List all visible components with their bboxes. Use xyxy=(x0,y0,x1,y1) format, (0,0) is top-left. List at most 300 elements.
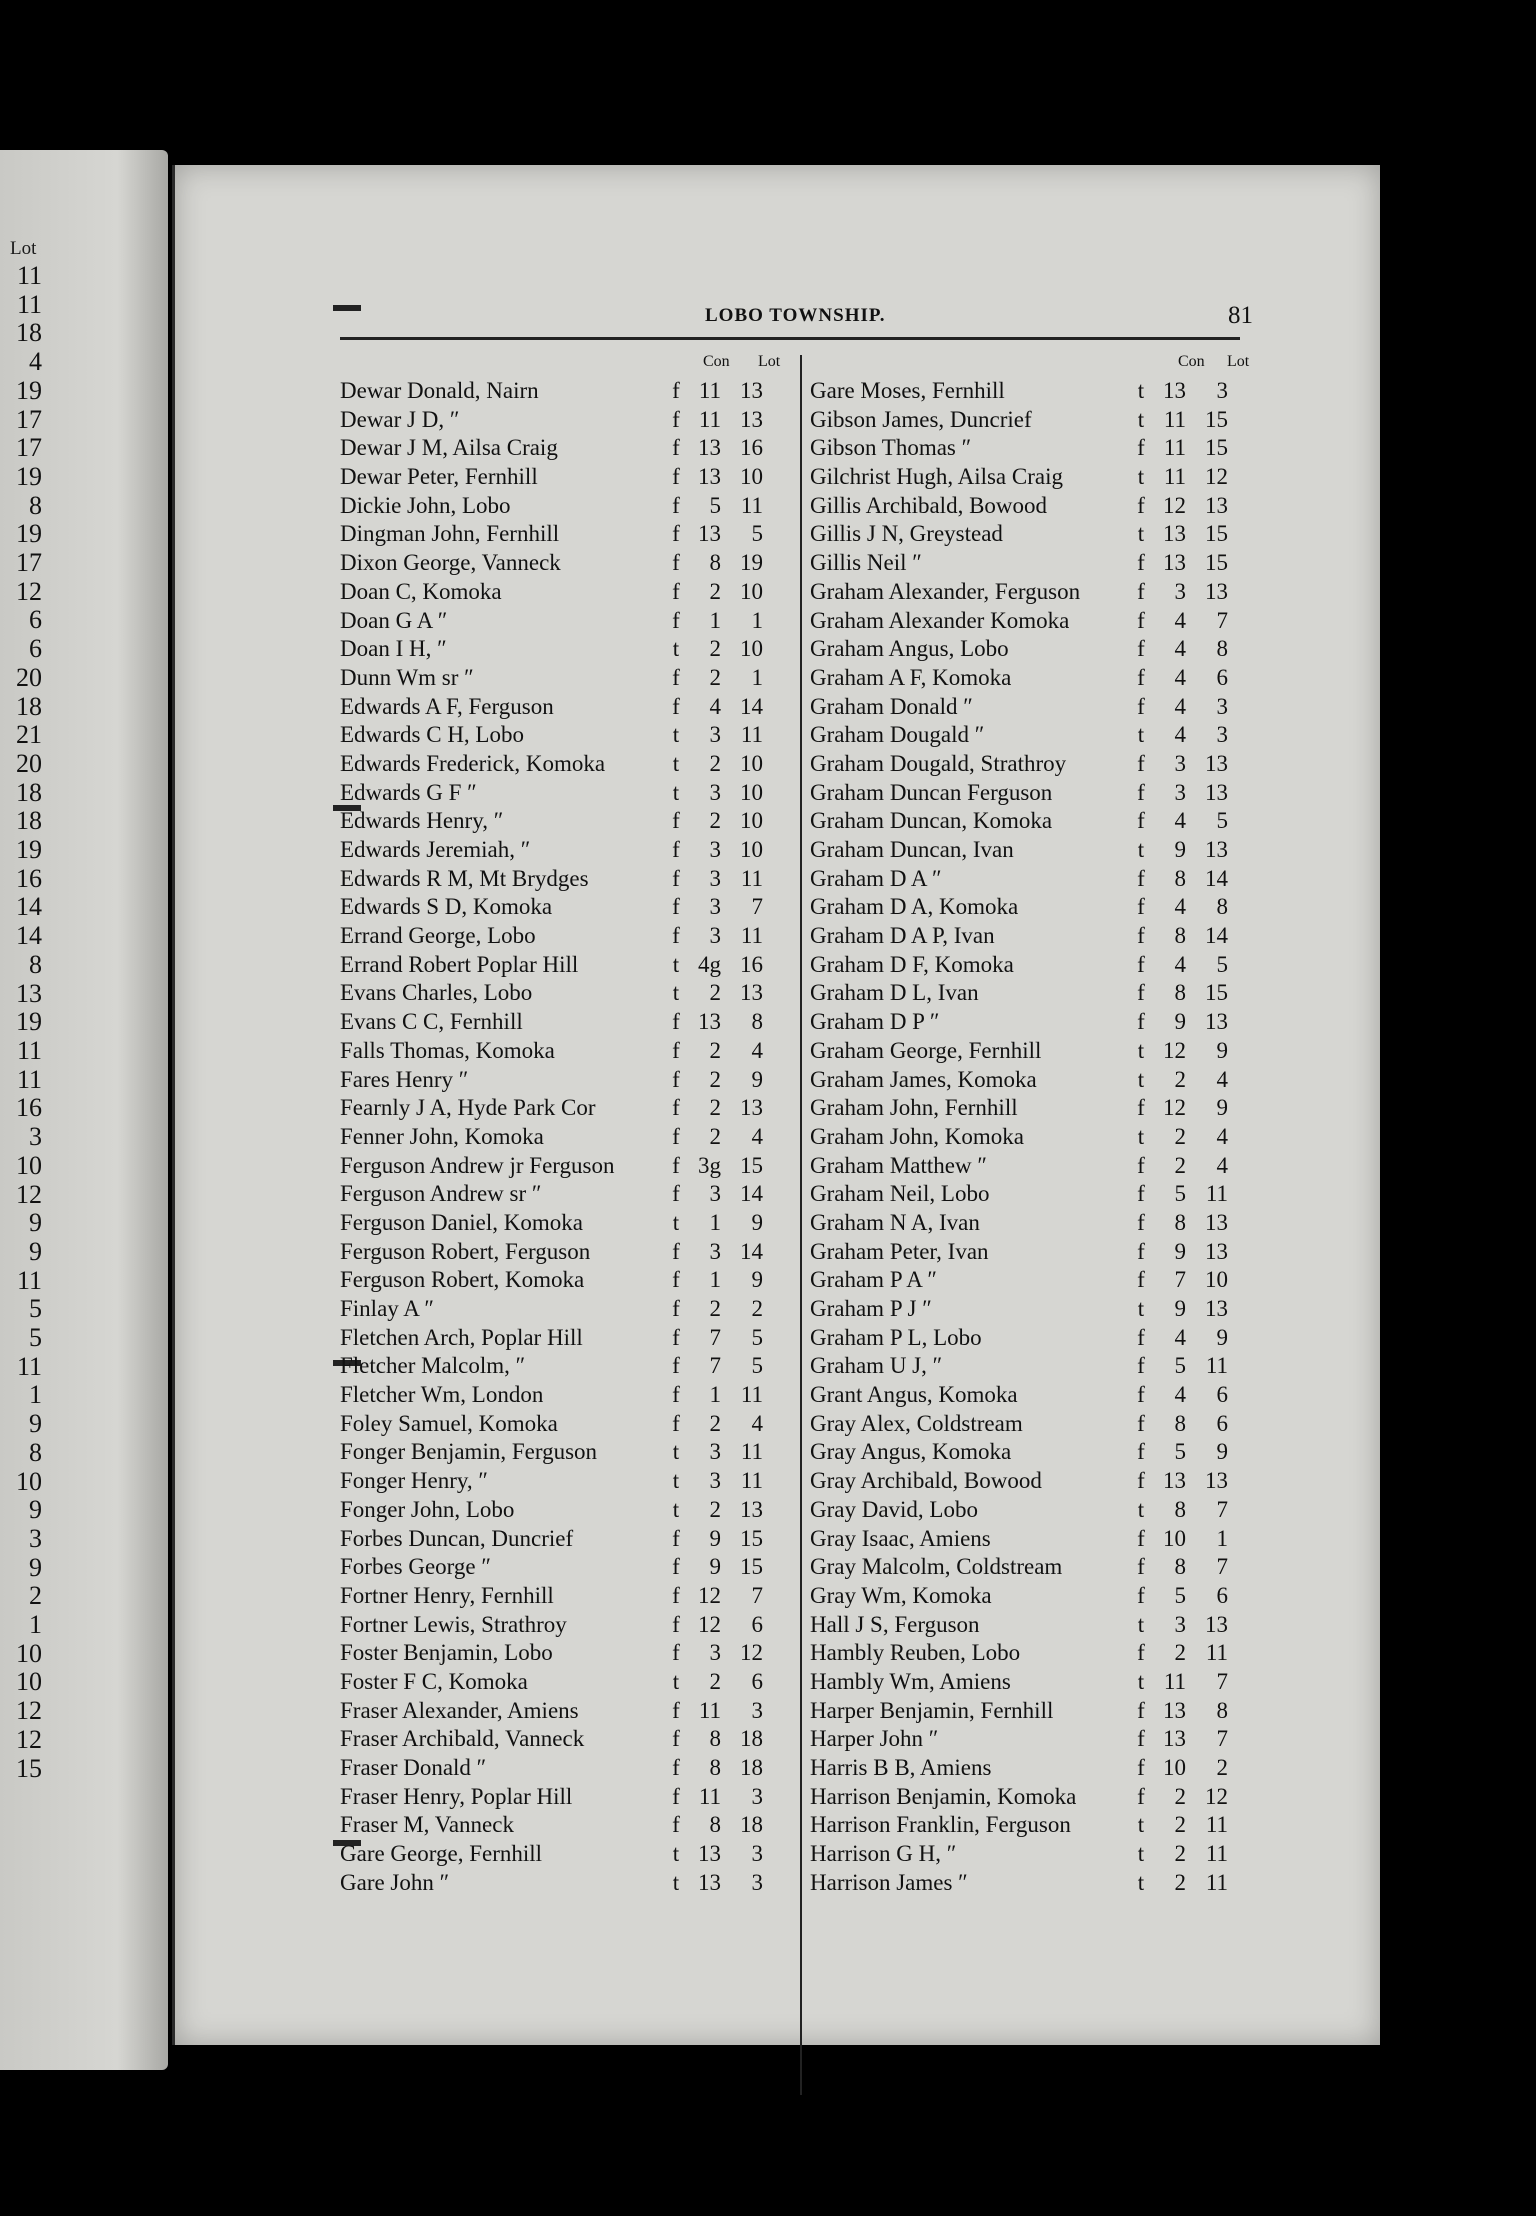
entry-name: Gillis Archibald, Bowood xyxy=(810,492,1048,518)
entry-tenure: t xyxy=(1137,1841,1145,1867)
entry-name: Finlay A ″ xyxy=(340,1296,434,1321)
entry-name: Fraser Donald ″ xyxy=(340,1755,487,1780)
left-page-lot: 8 xyxy=(29,490,42,520)
directory-entry xyxy=(340,1094,800,1123)
entry-name: Graham A F, Komoka xyxy=(810,664,1012,690)
entry-lot: 9 xyxy=(1216,1095,1228,1121)
entry-concession: 2 xyxy=(709,664,721,690)
entry-concession: 9 xyxy=(1174,1296,1186,1321)
entry-concession: 5 xyxy=(709,492,721,518)
entry-tenure: f xyxy=(1137,664,1145,690)
entry-concession: 13 xyxy=(1163,550,1186,576)
entry-lot: 14 xyxy=(1205,923,1228,949)
entry-lot: 4 xyxy=(1216,1123,1228,1149)
entry-concession: 8 xyxy=(1174,923,1186,949)
entry-lot: 14 xyxy=(740,693,763,719)
left-page-lot: 9 xyxy=(29,1409,42,1439)
directory-entry xyxy=(340,578,800,607)
entry-name: Graham Dougald ″ xyxy=(810,722,985,748)
left-page-lot: 19 xyxy=(16,519,42,549)
entry-tenure: f xyxy=(672,1037,680,1063)
left-page-lot: 9 xyxy=(29,1552,42,1582)
entry-name: Graham D L, Ivan xyxy=(810,980,979,1006)
entry-tenure: t xyxy=(1137,1037,1145,1063)
entry-name: Gray Angus, Komoka xyxy=(810,1439,1012,1465)
entry-tenure: f xyxy=(1137,980,1145,1006)
left-page-lot: 1 xyxy=(29,1380,42,1410)
entry-concession: 1 xyxy=(709,1209,721,1235)
entry-lot: 13 xyxy=(1205,578,1228,604)
directory-entry xyxy=(810,807,1250,836)
entry-name: Graham Duncan, Ivan xyxy=(810,837,1014,862)
entry-lot: 9 xyxy=(751,1267,763,1293)
entry-name: Graham P J ″ xyxy=(810,1296,932,1321)
entry-lot: 7 xyxy=(751,1582,763,1608)
entry-lot: 11 xyxy=(1205,1841,1228,1867)
entry-name: Graham George, Fernhill xyxy=(810,1037,1042,1063)
entry-name: Foley Samuel, Komoka xyxy=(340,1410,558,1436)
entry-concession: 4 xyxy=(709,693,721,719)
left-page-lot: 11 xyxy=(16,289,42,319)
entry-lot: 13 xyxy=(1205,492,1228,518)
entry-lot: 15 xyxy=(740,1554,763,1580)
entry-lot: 1 xyxy=(1216,1525,1228,1551)
entry-concession: 2 xyxy=(709,1410,721,1436)
directory-entry xyxy=(340,1324,800,1353)
directory-entry xyxy=(810,779,1250,808)
entry-tenure: f xyxy=(672,1640,680,1666)
directory-entry xyxy=(340,607,800,636)
entry-lot: 3 xyxy=(1216,722,1228,748)
entry-name: Harper Benjamin, Fernhill xyxy=(810,1697,1054,1723)
entry-lot: 13 xyxy=(1205,1209,1228,1235)
entry-lot: 13 xyxy=(1205,779,1228,805)
entry-concession: 2 xyxy=(709,750,721,776)
entry-name: Graham Alexander Komoka xyxy=(810,607,1070,633)
directory-entry xyxy=(340,1553,800,1582)
entry-name: Foster F C, Komoka xyxy=(340,1668,528,1694)
entry-concession: 2 xyxy=(709,1066,721,1092)
entry-tenure: f xyxy=(1137,1009,1145,1035)
entry-tenure: t xyxy=(672,980,680,1006)
entry-name: Dixon George, Vanneck xyxy=(340,550,561,576)
entry-lot: 14 xyxy=(1205,865,1228,891)
entry-concession: 1 xyxy=(709,1382,721,1408)
entry-concession: 13 xyxy=(1163,1697,1186,1723)
entry-lot: 6 xyxy=(1216,1410,1228,1436)
entry-tenure: f xyxy=(1137,693,1145,719)
entry-concession: 8 xyxy=(709,1755,721,1780)
entry-lot: 1 xyxy=(751,607,763,633)
entry-tenure: f xyxy=(672,1152,680,1178)
entry-lot: 6 xyxy=(1216,664,1228,690)
directory-entry xyxy=(810,406,1250,435)
entry-tenure: f xyxy=(672,1009,680,1035)
entry-lot: 10 xyxy=(740,636,763,662)
directory-entry xyxy=(810,1066,1250,1095)
left-page-lot: 19 xyxy=(16,1007,42,1037)
entry-tenure: f xyxy=(1137,1755,1145,1780)
directory-entry xyxy=(340,406,800,435)
left-page-lot: 5 xyxy=(29,1294,42,1324)
entry-name: Gray Wm, Komoka xyxy=(810,1582,992,1608)
entry-concession: 8 xyxy=(1174,865,1186,891)
entry-concession: 13 xyxy=(698,1009,721,1035)
entry-name: Hall J S, Ferguson xyxy=(810,1611,980,1637)
directory-entry xyxy=(810,1238,1250,1267)
entry-name: Gibson James, Duncrief xyxy=(810,406,1032,432)
entry-lot: 4 xyxy=(1216,1066,1228,1092)
entry-lot: 10 xyxy=(1205,1267,1228,1293)
entry-name: Edwards Frederick, Komoka xyxy=(340,750,606,776)
directory-entry xyxy=(810,1180,1250,1209)
directory-entry xyxy=(340,549,800,578)
entry-name: Graham D P ″ xyxy=(810,1009,940,1035)
entry-tenure: t xyxy=(1137,1123,1145,1149)
entry-name: Gibson Thomas ″ xyxy=(810,435,972,461)
entry-concession: 3 xyxy=(709,722,721,748)
entry-lot: 7 xyxy=(1216,1668,1228,1694)
entry-concession: 8 xyxy=(709,550,721,576)
entry-concession: 12 xyxy=(1163,1037,1186,1063)
directory-entry xyxy=(810,664,1250,693)
left-page-lot: 10 xyxy=(16,1638,42,1668)
entry-concession: 2 xyxy=(709,1123,721,1149)
left-page-lot: 18 xyxy=(16,318,42,348)
entry-lot: 9 xyxy=(1216,1037,1228,1063)
entry-tenure: f xyxy=(672,550,680,576)
entry-tenure: t xyxy=(672,1468,680,1494)
entry-tenure: t xyxy=(1137,464,1145,490)
entry-concession: 9 xyxy=(709,1554,721,1580)
directory-entry xyxy=(340,1525,800,1554)
left-page-lot: 6 xyxy=(29,634,42,664)
entry-concession: 2 xyxy=(1174,1152,1186,1178)
entry-name: Graham John, Fernhill xyxy=(810,1095,1018,1121)
entry-tenure: f xyxy=(1137,607,1145,633)
entry-tenure: f xyxy=(672,1525,680,1551)
entry-name: Grant Angus, Komoka xyxy=(810,1382,1018,1408)
entry-tenure: f xyxy=(1137,1410,1145,1436)
entry-tenure: f xyxy=(672,693,680,719)
entry-lot: 8 xyxy=(1216,636,1228,662)
directory-entry xyxy=(810,492,1250,521)
directory-entry xyxy=(810,1639,1250,1668)
right-con-header: Con xyxy=(1178,353,1205,370)
entry-name: Foster Benjamin, Lobo xyxy=(340,1640,553,1666)
entry-tenure: f xyxy=(1137,894,1145,920)
entry-name: Graham U J, ″ xyxy=(810,1353,943,1379)
entry-concession: 3 xyxy=(709,894,721,920)
entry-name: Edwards S D, Komoka xyxy=(340,894,553,920)
entry-lot: 13 xyxy=(740,980,763,1006)
directory-entry xyxy=(810,693,1250,722)
entry-concession: 4 xyxy=(1174,951,1186,977)
entry-tenure: f xyxy=(1137,1181,1145,1207)
entry-concession: 3 xyxy=(1174,578,1186,604)
entry-concession: 12 xyxy=(698,1611,721,1637)
entry-concession: 2 xyxy=(709,636,721,662)
entry-concession: 7 xyxy=(1174,1267,1186,1293)
entry-tenure: f xyxy=(672,464,680,490)
entry-tenure: f xyxy=(672,1726,680,1752)
entry-tenure: t xyxy=(1137,1496,1145,1522)
entry-name: Edwards G F ″ xyxy=(340,779,477,805)
entry-concession: 4 xyxy=(1174,722,1186,748)
entry-tenure: f xyxy=(1137,1726,1145,1752)
entry-tenure: f xyxy=(672,1095,680,1121)
entry-name: Ferguson Andrew jr Ferguson xyxy=(340,1152,615,1178)
entry-concession: 9 xyxy=(1174,1009,1186,1035)
entry-lot: 16 xyxy=(740,435,763,461)
entry-name: Gray Malcolm, Coldstream xyxy=(810,1554,1063,1580)
directory-entry xyxy=(810,607,1250,636)
left-page-lot: 9 xyxy=(29,1208,42,1238)
entry-concession: 4 xyxy=(1174,808,1186,834)
directory-entry xyxy=(810,1553,1250,1582)
directory-entry xyxy=(810,951,1250,980)
directory-entry xyxy=(810,1324,1250,1353)
directory-entry xyxy=(810,1525,1250,1554)
directory-entry xyxy=(340,1668,800,1697)
entry-lot: 15 xyxy=(1205,406,1228,432)
entry-tenure: t xyxy=(1137,406,1145,432)
entry-tenure: t xyxy=(672,722,680,748)
directory-entry xyxy=(810,549,1250,578)
entry-concession: 7 xyxy=(709,1324,721,1350)
entry-concession: 11 xyxy=(698,378,721,403)
left-page-lot: 10 xyxy=(16,1667,42,1697)
entry-concession: 2 xyxy=(1174,1640,1186,1666)
directory-entry xyxy=(810,1697,1250,1726)
entry-tenure: t xyxy=(672,1841,680,1867)
entry-lot: 5 xyxy=(751,521,763,547)
directory-entry xyxy=(340,1209,800,1238)
entry-lot: 9 xyxy=(751,1066,763,1092)
entry-name: Ferguson Andrew sr ″ xyxy=(340,1181,542,1207)
left-page-lot: 1 xyxy=(29,1610,42,1640)
entry-concession: 1 xyxy=(709,607,721,633)
entry-tenure: f xyxy=(672,1382,680,1408)
entry-lot: 14 xyxy=(740,1238,763,1264)
entry-tenure: t xyxy=(672,1668,680,1694)
entry-tenure: t xyxy=(672,636,680,662)
entry-concession: 3g xyxy=(698,1152,721,1178)
left-page-lot: 19 xyxy=(16,375,42,405)
entry-concession: 13 xyxy=(698,435,721,461)
entry-lot: 11 xyxy=(740,1468,763,1494)
entry-tenure: f xyxy=(1137,1640,1145,1666)
entry-name: Harrison Franklin, Ferguson xyxy=(810,1812,1071,1838)
entry-concession: 13 xyxy=(1163,521,1186,547)
entry-lot: 8 xyxy=(751,1009,763,1035)
directory-entry xyxy=(810,1410,1250,1439)
left-page-lot: 16 xyxy=(16,863,42,893)
directory-entry xyxy=(810,750,1250,779)
entry-lot: 11 xyxy=(1205,1353,1228,1379)
entry-tenure: f xyxy=(1137,1554,1145,1580)
entry-lot: 3 xyxy=(751,1783,763,1809)
entry-tenure: f xyxy=(672,1296,680,1321)
directory-entry xyxy=(810,377,1250,406)
entry-concession: 12 xyxy=(698,1582,721,1608)
entry-name: Forbes Duncan, Duncrief xyxy=(340,1525,574,1551)
entry-name: Fletcher Wm, London xyxy=(340,1382,544,1408)
right-entry-column xyxy=(810,377,1250,1897)
entry-lot: 10 xyxy=(740,750,763,776)
entry-lot: 9 xyxy=(1216,1324,1228,1350)
directory-entry xyxy=(810,1582,1250,1611)
left-page-lot: 3 xyxy=(29,1523,42,1553)
entry-lot: 7 xyxy=(1216,1726,1228,1752)
entry-name: Graham Peter, Ivan xyxy=(810,1238,989,1264)
left-page-lot: 12 xyxy=(16,576,42,606)
entry-name: Dickie John, Lobo xyxy=(340,492,511,518)
entry-name: Graham John, Komoka xyxy=(810,1123,1024,1149)
directory-entry xyxy=(810,836,1250,865)
entry-name: Falls Thomas, Komoka xyxy=(340,1037,555,1063)
directory-entry xyxy=(810,1352,1250,1381)
entry-concession: 2 xyxy=(1174,1841,1186,1867)
entry-concession: 8 xyxy=(1174,1410,1186,1436)
entry-lot: 6 xyxy=(751,1611,763,1637)
entry-name: Fraser Henry, Poplar Hill xyxy=(340,1783,573,1809)
entry-concession: 3 xyxy=(709,1181,721,1207)
directory-entry xyxy=(340,1266,800,1295)
entry-tenure: t xyxy=(672,951,680,977)
entry-concession: 8 xyxy=(1174,1554,1186,1580)
entry-tenure: f xyxy=(672,578,680,604)
entry-concession: 3 xyxy=(1174,779,1186,805)
entry-concession: 11 xyxy=(698,406,721,432)
entry-concession: 8 xyxy=(1174,1496,1186,1522)
entry-lot: 1 xyxy=(751,664,763,690)
entry-lot: 12 xyxy=(740,1640,763,1666)
entry-concession: 13 xyxy=(698,464,721,490)
left-page-lot: 16 xyxy=(16,1093,42,1123)
entry-concession: 2 xyxy=(1174,1869,1186,1895)
entry-lot: 11 xyxy=(740,865,763,891)
entry-tenure: f xyxy=(1137,550,1145,576)
entry-concession: 11 xyxy=(698,1697,721,1723)
entry-name: Fenner John, Komoka xyxy=(340,1123,544,1149)
entry-tenure: f xyxy=(672,1554,680,1580)
entry-name: Doan G A ″ xyxy=(340,607,448,633)
entry-name: Fraser Archibald, Vanneck xyxy=(340,1726,585,1752)
entry-name: Gare Moses, Fernhill xyxy=(810,378,1005,403)
entry-tenure: f xyxy=(672,1267,680,1293)
directory-entry xyxy=(340,1381,800,1410)
entry-name: Graham Angus, Lobo xyxy=(810,636,1009,662)
left-page-lot: 11 xyxy=(16,1351,42,1381)
entry-name: Fortner Henry, Fernhill xyxy=(340,1582,554,1608)
entry-tenure: f xyxy=(672,1353,680,1379)
entry-concession: 12 xyxy=(1163,1095,1186,1121)
entry-tenure: f xyxy=(1137,1439,1145,1465)
entry-concession: 11 xyxy=(698,1783,721,1809)
entry-tenure: t xyxy=(1137,378,1145,403)
entry-lot: 2 xyxy=(751,1296,763,1321)
entry-lot: 13 xyxy=(1205,837,1228,862)
entry-tenure: f xyxy=(672,808,680,834)
entry-lot: 4 xyxy=(751,1410,763,1436)
left-page-lot-column xyxy=(0,262,42,1783)
entry-lot: 5 xyxy=(751,1353,763,1379)
entry-tenure: f xyxy=(1137,779,1145,805)
directory-entry xyxy=(340,721,800,750)
entry-tenure: f xyxy=(1137,578,1145,604)
entry-name: Graham Duncan, Komoka xyxy=(810,808,1053,834)
entry-name: Fraser Alexander, Amiens xyxy=(340,1697,579,1723)
directory-entry xyxy=(340,1123,800,1152)
entry-name: Graham D A P, Ivan xyxy=(810,923,995,949)
entry-name: Edwards Henry, ″ xyxy=(340,808,504,834)
directory-entry xyxy=(810,1123,1250,1152)
entry-lot: 13 xyxy=(740,406,763,432)
directory-entry xyxy=(810,1152,1250,1181)
entry-tenure: f xyxy=(672,1812,680,1838)
entry-concession: 13 xyxy=(698,521,721,547)
entry-lot: 5 xyxy=(1216,808,1228,834)
left-page-lot: 11 xyxy=(16,1064,42,1094)
directory-entry xyxy=(810,520,1250,549)
entry-concession: 12 xyxy=(1163,492,1186,518)
entry-tenure: f xyxy=(672,1755,680,1780)
entry-lot: 15 xyxy=(1205,980,1228,1006)
entry-tenure: f xyxy=(1137,1525,1145,1551)
entry-name: Gray Isaac, Amiens xyxy=(810,1525,991,1551)
entry-name: Graham P A ″ xyxy=(810,1267,937,1293)
entry-name: Doan I H, ″ xyxy=(340,636,447,662)
entry-tenure: f xyxy=(672,1582,680,1608)
entry-name: Graham D A ″ xyxy=(810,865,942,891)
entry-tenure: t xyxy=(1137,521,1145,547)
directory-entry xyxy=(340,951,800,980)
entry-concession: 2 xyxy=(709,1037,721,1063)
directory-entry xyxy=(810,1611,1250,1640)
directory-entry xyxy=(340,1037,800,1066)
entry-concession: 2 xyxy=(709,980,721,1006)
entry-tenure: f xyxy=(672,435,680,461)
directory-entry xyxy=(810,1754,1250,1783)
entry-lot: 3 xyxy=(751,1841,763,1867)
entry-tenure: t xyxy=(672,1869,680,1895)
directory-entry xyxy=(340,1840,800,1869)
entry-concession: 3 xyxy=(709,779,721,805)
entry-name: Graham P L, Lobo xyxy=(810,1324,982,1350)
left-page-lot: 19 xyxy=(16,835,42,865)
entry-concession: 3 xyxy=(709,1640,721,1666)
entry-tenure: f xyxy=(1137,1324,1145,1350)
entry-concession: 5 xyxy=(1174,1439,1186,1465)
column-divider xyxy=(800,355,802,2095)
entry-tenure: f xyxy=(672,607,680,633)
entry-lot: 15 xyxy=(1205,435,1228,461)
entry-lot: 10 xyxy=(740,464,763,490)
directory-entry xyxy=(810,1266,1250,1295)
entry-name: Ferguson Robert, Komoka xyxy=(340,1267,585,1293)
entry-lot: 11 xyxy=(740,1382,763,1408)
left-page-lot: 12 xyxy=(16,1179,42,1209)
entry-name: Dingman John, Fernhill xyxy=(340,521,560,547)
entry-tenure: t xyxy=(1137,837,1145,862)
left-page-lot: 15 xyxy=(16,1753,42,1783)
entry-concession: 11 xyxy=(1163,406,1186,432)
directory-entry xyxy=(810,865,1250,894)
entry-name: Harrison Benjamin, Komoka xyxy=(810,1783,1077,1809)
entry-name: Gray David, Lobo xyxy=(810,1496,978,1522)
entry-tenure: f xyxy=(1137,1209,1145,1235)
